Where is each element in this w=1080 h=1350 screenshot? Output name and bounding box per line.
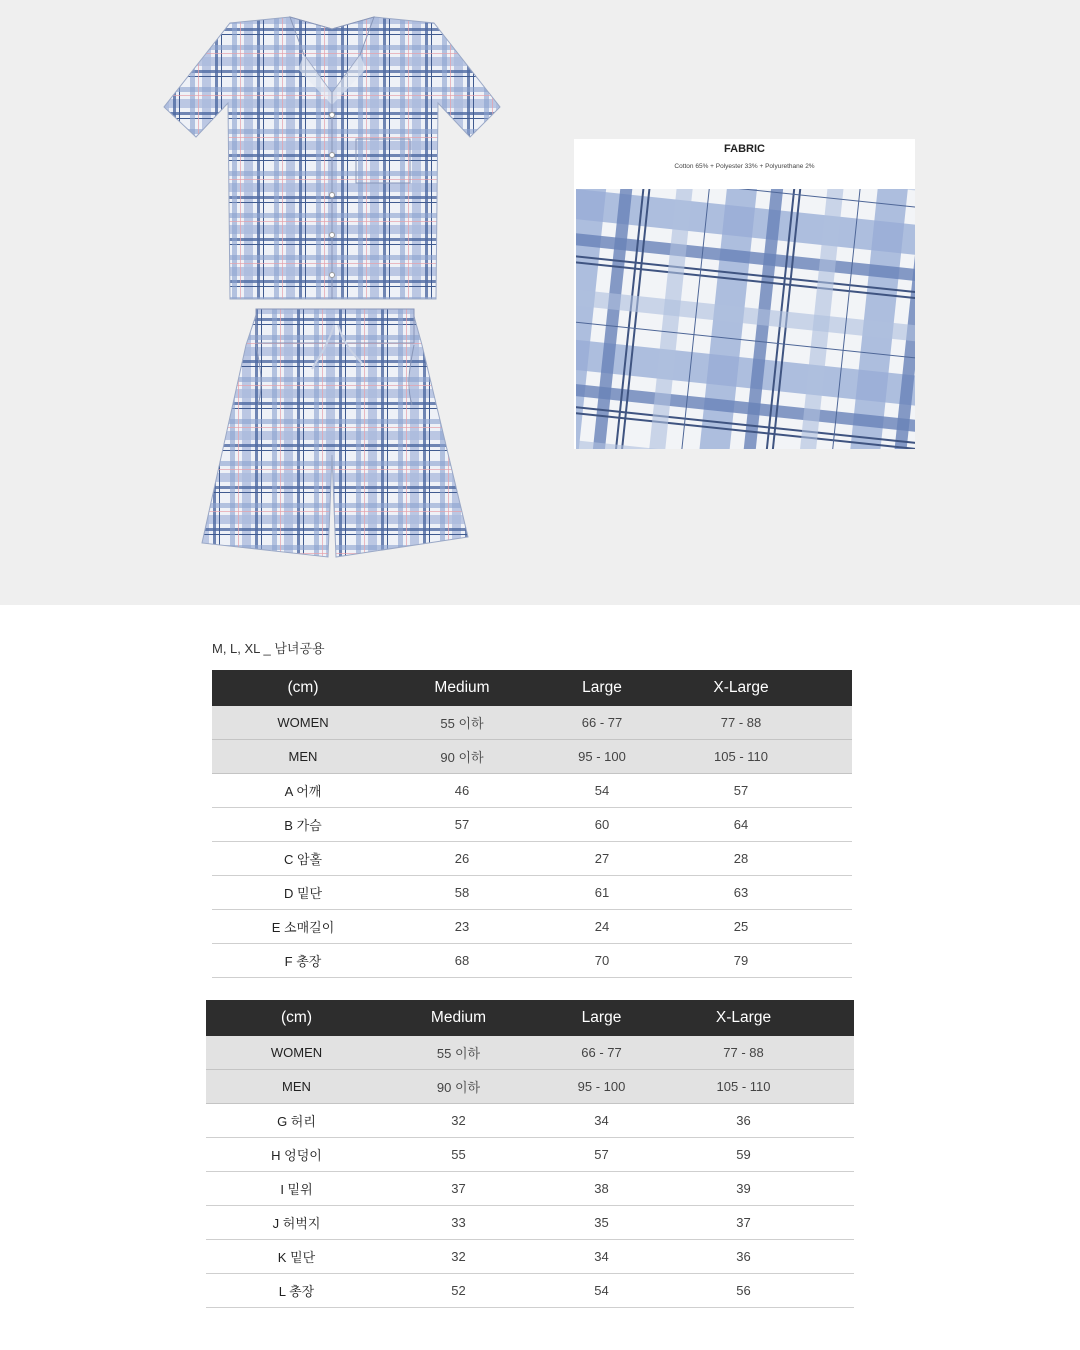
cell-xlarge: 36 xyxy=(673,1240,814,1274)
table-row xyxy=(212,876,852,910)
table-row xyxy=(212,910,852,944)
fabric-composition: Cotton 65% + Polyester 33% + Polyurethane 2% xyxy=(674,163,815,170)
size-caption: M, L, XL _ 남녀공용 xyxy=(212,641,325,656)
cell-medium: 90 이하 xyxy=(387,1070,530,1104)
cell-medium: 26 xyxy=(394,842,530,876)
fabric-title: FABRIC xyxy=(724,143,765,155)
table-header-row xyxy=(206,1000,854,1036)
cell-medium: 52 xyxy=(387,1274,530,1308)
cell-spacer xyxy=(814,1070,854,1104)
header-large: Large xyxy=(530,1000,673,1036)
cell-medium: 37 xyxy=(387,1172,530,1206)
cell-large: 54 xyxy=(530,1274,673,1308)
header-unit: (cm) xyxy=(206,1000,387,1036)
cell-medium: 68 xyxy=(394,944,530,978)
cell-large: 61 xyxy=(530,876,674,910)
table-row xyxy=(206,1138,854,1172)
cell-xlarge: 57 xyxy=(674,774,808,808)
product-image-section xyxy=(0,0,1080,605)
header-medium: Medium xyxy=(387,1000,530,1036)
cell-spacer xyxy=(808,910,852,944)
table-row xyxy=(212,944,852,978)
cell-xlarge: 64 xyxy=(674,808,808,842)
cell-xlarge: 39 xyxy=(673,1172,814,1206)
cell-medium: 23 xyxy=(394,910,530,944)
row-label: L 총장 xyxy=(206,1274,387,1308)
cell-xlarge: 63 xyxy=(674,876,808,910)
header-unit: (cm) xyxy=(212,670,394,706)
cell-large: 24 xyxy=(530,910,674,944)
cell-spacer xyxy=(814,1104,854,1138)
cell-large: 27 xyxy=(530,842,674,876)
cell-spacer xyxy=(814,1138,854,1172)
shirt-image xyxy=(160,15,505,302)
row-label: B 가슴 xyxy=(212,808,394,842)
cell-xlarge: 28 xyxy=(674,842,808,876)
cell-spacer xyxy=(814,1206,854,1240)
row-label: H 엉덩이 xyxy=(206,1138,387,1172)
cell-xlarge: 105 - 110 xyxy=(673,1070,814,1104)
table-row xyxy=(212,774,852,808)
cell-large: 60 xyxy=(530,808,674,842)
cell-large: 34 xyxy=(530,1104,673,1138)
cell-xlarge: 59 xyxy=(673,1138,814,1172)
top-size-table xyxy=(212,670,852,978)
row-label: F 총장 xyxy=(212,944,394,978)
row-label: A 어깨 xyxy=(212,774,394,808)
header-large: Large xyxy=(530,670,674,706)
row-label: E 소매길이 xyxy=(212,910,394,944)
cell-spacer xyxy=(808,876,852,910)
row-label: MEN xyxy=(206,1070,387,1104)
table-row xyxy=(212,740,852,774)
cell-xlarge: 77 - 88 xyxy=(674,706,808,740)
table-row xyxy=(206,1104,854,1138)
header-medium: Medium xyxy=(394,670,530,706)
cell-large: 34 xyxy=(530,1240,673,1274)
row-label: C 암홀 xyxy=(212,842,394,876)
cell-xlarge: 36 xyxy=(673,1104,814,1138)
table-row xyxy=(206,1172,854,1206)
row-label: J 허벅지 xyxy=(206,1206,387,1240)
cell-medium: 32 xyxy=(387,1240,530,1274)
cell-spacer xyxy=(808,842,852,876)
row-label: D 밑단 xyxy=(212,876,394,910)
cell-medium: 46 xyxy=(394,774,530,808)
cell-spacer xyxy=(814,1274,854,1308)
cell-xlarge: 37 xyxy=(673,1206,814,1240)
table-row xyxy=(212,842,852,876)
cell-large: 38 xyxy=(530,1172,673,1206)
header-xlarge: X-Large xyxy=(673,1000,814,1036)
cell-medium: 55 xyxy=(387,1138,530,1172)
row-label: I 밑위 xyxy=(206,1172,387,1206)
row-label: MEN xyxy=(212,740,394,774)
header-xlarge: X-Large xyxy=(674,670,808,706)
fabric-swatch-image xyxy=(576,189,915,449)
header-spacer xyxy=(814,1000,854,1036)
row-label: K 밑단 xyxy=(206,1240,387,1274)
shorts-image xyxy=(200,305,470,560)
table-row xyxy=(212,706,852,740)
header-spacer xyxy=(808,670,852,706)
cell-medium: 55 이하 xyxy=(394,706,530,740)
cell-spacer xyxy=(808,706,852,740)
table-header-row xyxy=(212,670,852,706)
cell-large: 35 xyxy=(530,1206,673,1240)
cell-medium: 90 이하 xyxy=(394,740,530,774)
cell-spacer xyxy=(808,808,852,842)
table-row xyxy=(206,1206,854,1240)
bottom-size-table xyxy=(206,1000,854,1308)
cell-spacer xyxy=(808,774,852,808)
row-label: WOMEN xyxy=(212,706,394,740)
cell-large: 57 xyxy=(530,1138,673,1172)
fabric-card xyxy=(574,139,915,449)
cell-xlarge: 25 xyxy=(674,910,808,944)
cell-spacer xyxy=(808,944,852,978)
cell-xlarge: 56 xyxy=(673,1274,814,1308)
cell-medium: 58 xyxy=(394,876,530,910)
table-row xyxy=(206,1240,854,1274)
cell-large: 95 - 100 xyxy=(530,740,674,774)
row-label: G 허리 xyxy=(206,1104,387,1138)
cell-xlarge: 77 - 88 xyxy=(673,1036,814,1070)
row-label: WOMEN xyxy=(206,1036,387,1070)
table-row xyxy=(206,1036,854,1070)
cell-large: 66 - 77 xyxy=(530,706,674,740)
cell-xlarge: 105 - 110 xyxy=(674,740,808,774)
cell-large: 95 - 100 xyxy=(530,1070,673,1104)
cell-medium: 55 이하 xyxy=(387,1036,530,1070)
cell-xlarge: 79 xyxy=(674,944,808,978)
table-row xyxy=(212,808,852,842)
cell-large: 54 xyxy=(530,774,674,808)
table-row xyxy=(206,1070,854,1104)
cell-medium: 33 xyxy=(387,1206,530,1240)
cell-spacer xyxy=(814,1172,854,1206)
cell-spacer xyxy=(808,740,852,774)
cell-medium: 57 xyxy=(394,808,530,842)
cell-medium: 32 xyxy=(387,1104,530,1138)
cell-large: 66 - 77 xyxy=(530,1036,673,1070)
table-row xyxy=(206,1274,854,1308)
cell-spacer xyxy=(814,1036,854,1070)
cell-large: 70 xyxy=(530,944,674,978)
cell-spacer xyxy=(814,1240,854,1274)
